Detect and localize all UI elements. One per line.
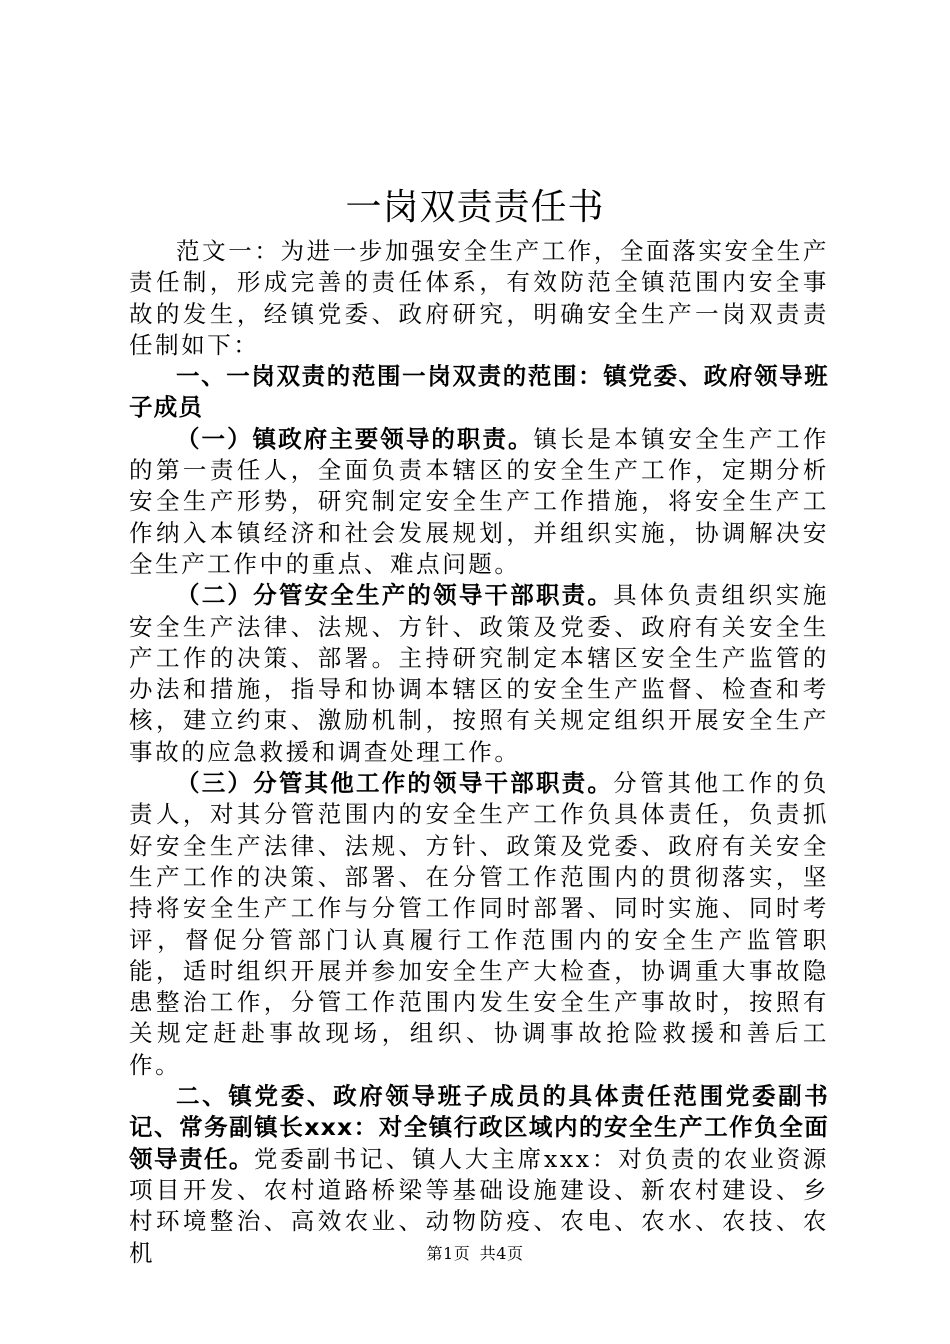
duty-1-text: 镇长是本镇安全生产工作的第一责任人，全面负责本辖区的安全生产工作，定期分析安全生产形势，研究制定安全生产工作措施，将安全生产工作纳入本镇经济和社会发展规划，并组织实施，协调解决安全生产工作中的重点、难点问题。 xyxy=(129,424,829,578)
duty-2-text: 具体负责组织实施安全生产法律、法规、方针、政策及党委、政府有关安全生产工作的决策、部署。主持研究制定本辖区安全生产监管的办法和措施，指导和协调本辖区的安全生产监督、检查和考核，建立约束、激励机制，按照有关规定组织开展安全生产事故的应急救援和调查处理工作。 xyxy=(129,581,829,766)
paragraph-intro: 范文一：为进一步加强安全生产工作，全面落实安全生产责任制，形成完善的责任体系，有效防范全镇范围内安全事故的发生，经镇党委、政府研究，明确安全生产一岗双责责任制如下： xyxy=(129,237,829,359)
paragraph-duty-3 xyxy=(129,768,829,1081)
page-footer xyxy=(0,1244,950,1264)
paragraph-duty-1 xyxy=(129,424,829,580)
document-title: 一岗双责责任书 xyxy=(345,187,605,228)
duty-1-heading: （一）镇政府主要领导的职责。 xyxy=(176,424,534,453)
page-total: 共4页 xyxy=(479,1244,524,1263)
paragraph-section-2 xyxy=(129,1081,829,1269)
duty-3-heading: （三）分管其他工作的领导干部职责。 xyxy=(176,769,614,798)
section-2-text: 党委副书记、镇人大主席xxx：对负责的农业资源项目开发、农村道路桥梁等基础设施建设、新农村建设、乡村环境整治、高效农业、动物防疫、农电、农水、农技、农机 xyxy=(129,1144,829,1267)
document-body xyxy=(129,236,829,1269)
section-2-heading: 二、镇党委、政府领导班子成员的具体责任范围党委副书记、常务副镇长xxx：对全镇行政区域内的安全生产工作负全面领导责任。 xyxy=(129,1082,829,1173)
duty-2-heading: （二）分管安全生产的领导干部职责。 xyxy=(176,581,614,610)
page-number: 第1页 xyxy=(426,1244,471,1263)
paragraph-duty-2 xyxy=(129,580,829,768)
section-heading-1: 一、一岗双责的范围一岗双责的范围：镇党委、政府领导班子成员 xyxy=(129,362,829,422)
duty-3-text: 分管其他工作的负责人，对其分管范围内的安全生产工作负具体责任，负责抓好安全生产法律、法规、方针、政策及党委、政府有关安全生产工作的决策、部署、在分管工作范围内的贯彻落实，坚持将安全生产工作与分管工作同时部署、同时实施、同时考评，督促分管部门认真履行工作范围内的安全生产监管职能，适时组织开展并参加安全生产大检查，协调重大事故隐患整治工作，分管工作范围内发生安全生产事故时，按照有关规定赶赴事故现场，组织、协调事故抢险救援和善后工作。 xyxy=(129,769,829,1079)
